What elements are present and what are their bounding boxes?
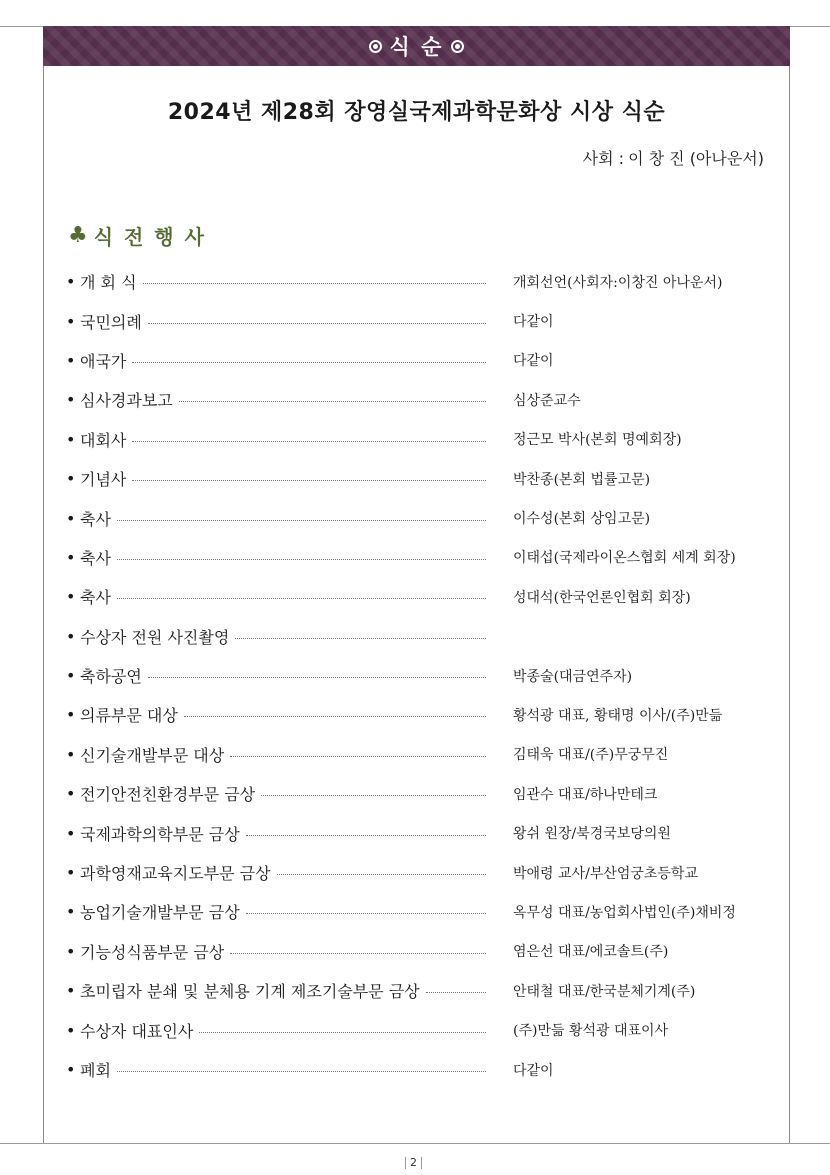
dotted-leader — [132, 480, 486, 481]
bullet-icon: • — [66, 705, 76, 725]
agenda-item-name: 수상자 대표인사 — [80, 1021, 194, 1041]
agenda-item-detail: (주)만듦 황석광 대표이사 — [513, 1023, 669, 1040]
agenda-item-name: 축사 — [80, 509, 111, 529]
agenda-item-detail: 다같이 — [513, 1062, 554, 1079]
dotted-leader — [230, 756, 486, 757]
agenda-item-detail: 옥무성 대표/농업회사법인(주)채비정 — [513, 904, 736, 921]
agenda-item-name: 국민의례 — [80, 312, 142, 332]
agenda-item-detail: 개회선언(사회자:이창진 아나운서) — [513, 274, 723, 291]
agenda-item — [66, 262, 766, 301]
bullseye-icon — [369, 40, 382, 53]
bullet-icon: • — [66, 626, 76, 646]
agenda-item-detail: 이수성(본회 상임고문) — [513, 511, 651, 528]
agenda-item-name: 축하공연 — [80, 667, 142, 687]
section-title: 식 전 행 사 — [93, 225, 206, 249]
dotted-leader — [426, 992, 486, 993]
dotted-leader — [117, 520, 486, 521]
agenda-item-detail: 다같이 — [513, 353, 554, 370]
bullet-icon: • — [66, 429, 76, 449]
dotted-leader — [230, 953, 486, 954]
dotted-leader — [117, 1071, 486, 1072]
agenda-item — [66, 577, 766, 616]
agenda-item-name: 전기안전친환경부문 금상 — [80, 785, 256, 805]
agenda-item-name: 축사 — [80, 548, 111, 568]
agenda-item-detail: 박애령 교사/부산엄궁초등학교 — [513, 865, 698, 882]
bullet-icon: • — [66, 350, 76, 370]
agenda-item-detail: 임관수 대표/하나만테크 — [513, 786, 658, 803]
dotted-leader — [179, 401, 486, 402]
agenda-item-detail: 성대석(한국언론인협회 회장) — [513, 589, 691, 606]
agenda-item-detail: 안태철 대표/한국분체기계(주) — [513, 983, 696, 1000]
agenda-item — [66, 498, 766, 537]
agenda-item-detail: 박찬종(본회 법률고문) — [513, 471, 651, 488]
bullet-icon: • — [66, 469, 76, 489]
dotted-leader — [246, 835, 486, 836]
agenda-item-name: 과학영재교육지도부문 금상 — [80, 864, 271, 884]
bullseye-icon — [451, 40, 464, 53]
dotted-leader — [184, 716, 486, 717]
bullet-icon: • — [66, 547, 76, 567]
agenda-item-detail: 정근모 박사(본회 명예회장) — [513, 432, 682, 449]
dotted-leader — [117, 559, 486, 560]
agenda-item — [66, 1010, 766, 1049]
agenda-item-name: 초미립자 분쇄 및 분체용 기계 제조기술부문 금상 — [80, 982, 420, 1002]
host-line — [583, 146, 764, 169]
bullet-icon: • — [66, 587, 76, 607]
agenda-item-detail: 황석광 대표, 황태명 이사/(주)만듦 — [513, 707, 723, 724]
bullet-icon: • — [66, 981, 76, 1001]
document-title: 2024년 제28회 장영실국제과학문화상 시상 식순 — [167, 100, 666, 125]
agenda-item-name: 농업기술개발부문 금상 — [80, 903, 240, 923]
bottom-rule — [0, 1143, 830, 1144]
agenda-item-detail: 염은선 대표/에코솔트(주) — [513, 944, 669, 961]
agenda-item — [66, 1050, 766, 1089]
dotted-leader — [148, 323, 486, 324]
agenda-item — [66, 853, 766, 892]
agenda-item-name: 국제과학의학부문 금상 — [80, 824, 240, 844]
agenda-item — [66, 341, 766, 380]
dotted-leader — [246, 913, 486, 914]
club-icon: ♣ — [68, 223, 90, 248]
dotted-leader — [277, 874, 486, 875]
section-heading — [68, 221, 206, 250]
agenda-item — [66, 971, 766, 1010]
bullet-icon: • — [66, 1060, 76, 1079]
bullet-icon: • — [66, 311, 76, 331]
agenda-item — [66, 301, 766, 340]
agenda-item — [66, 932, 766, 971]
agenda-item-name: 기능성식품부문 금상 — [80, 942, 225, 962]
agenda-item-detail: 왕쉬 원장/북경국보당의원 — [513, 826, 671, 843]
bullet-icon: • — [66, 902, 76, 922]
agenda-item — [66, 695, 766, 734]
agenda-item — [66, 380, 766, 419]
bullet-icon: • — [66, 863, 76, 883]
dotted-leader — [235, 638, 486, 639]
host-label: 사회 : — [582, 149, 625, 168]
agenda-item — [66, 774, 766, 813]
agenda-item-name: 축사 — [80, 588, 111, 608]
bullet-icon: • — [66, 823, 76, 843]
dotted-leader — [148, 677, 486, 678]
banner-title-text: 식 순 — [389, 35, 444, 59]
dotted-leader — [143, 283, 486, 284]
bullet-icon: • — [66, 941, 76, 961]
agenda-item — [66, 892, 766, 931]
agenda-item — [66, 617, 766, 656]
agenda-item-name: 애국가 — [80, 351, 127, 371]
agenda-item — [66, 538, 766, 577]
bullet-icon: • — [66, 272, 76, 292]
agenda-item — [66, 420, 766, 459]
agenda-item-detail: 김태욱 대표/(주)무궁무진 — [513, 747, 669, 764]
agenda-item-detail: 다같이 — [513, 314, 554, 331]
agenda-item-detail: 박종술(대금연주자) — [513, 668, 633, 685]
agenda-item-name: 개 회 식 — [80, 273, 137, 293]
agenda-item — [66, 459, 766, 498]
dotted-leader — [132, 441, 486, 442]
host-name: 이 창 진 (아나운서) — [628, 149, 764, 168]
agenda-list — [66, 262, 766, 1089]
header-banner — [43, 26, 790, 66]
agenda-item-name: 폐회 — [80, 1061, 111, 1080]
agenda-item — [66, 656, 766, 695]
bullet-icon: • — [66, 784, 76, 804]
dotted-leader — [261, 795, 486, 796]
banner-title — [369, 31, 465, 61]
dotted-leader — [117, 598, 486, 599]
bullet-icon: • — [66, 744, 76, 764]
agenda-item-name: 의류부문 대상 — [80, 706, 178, 726]
agenda-item-name: 대회사 — [80, 430, 127, 450]
bullet-icon: • — [66, 666, 76, 686]
bullet-icon: • — [66, 390, 76, 410]
agenda-item-name: 기념사 — [80, 470, 127, 490]
agenda-item — [66, 735, 766, 774]
page-number: 2 — [405, 1157, 422, 1169]
agenda-item-detail: 이태섭(국제라이온스협회 세계 회장) — [513, 550, 736, 567]
dotted-leader — [199, 1032, 486, 1033]
dotted-leader — [132, 362, 486, 363]
agenda-item-name: 심사경과보고 — [80, 391, 173, 411]
agenda-item-detail: 심상준교수 — [513, 392, 581, 409]
bullet-icon: • — [66, 1020, 76, 1040]
agenda-item-name: 수상자 전원 사진촬영 — [80, 627, 230, 647]
agenda-item — [66, 813, 766, 852]
bullet-icon: • — [66, 508, 76, 528]
agenda-item-name: 신기술개발부문 대상 — [80, 745, 225, 765]
